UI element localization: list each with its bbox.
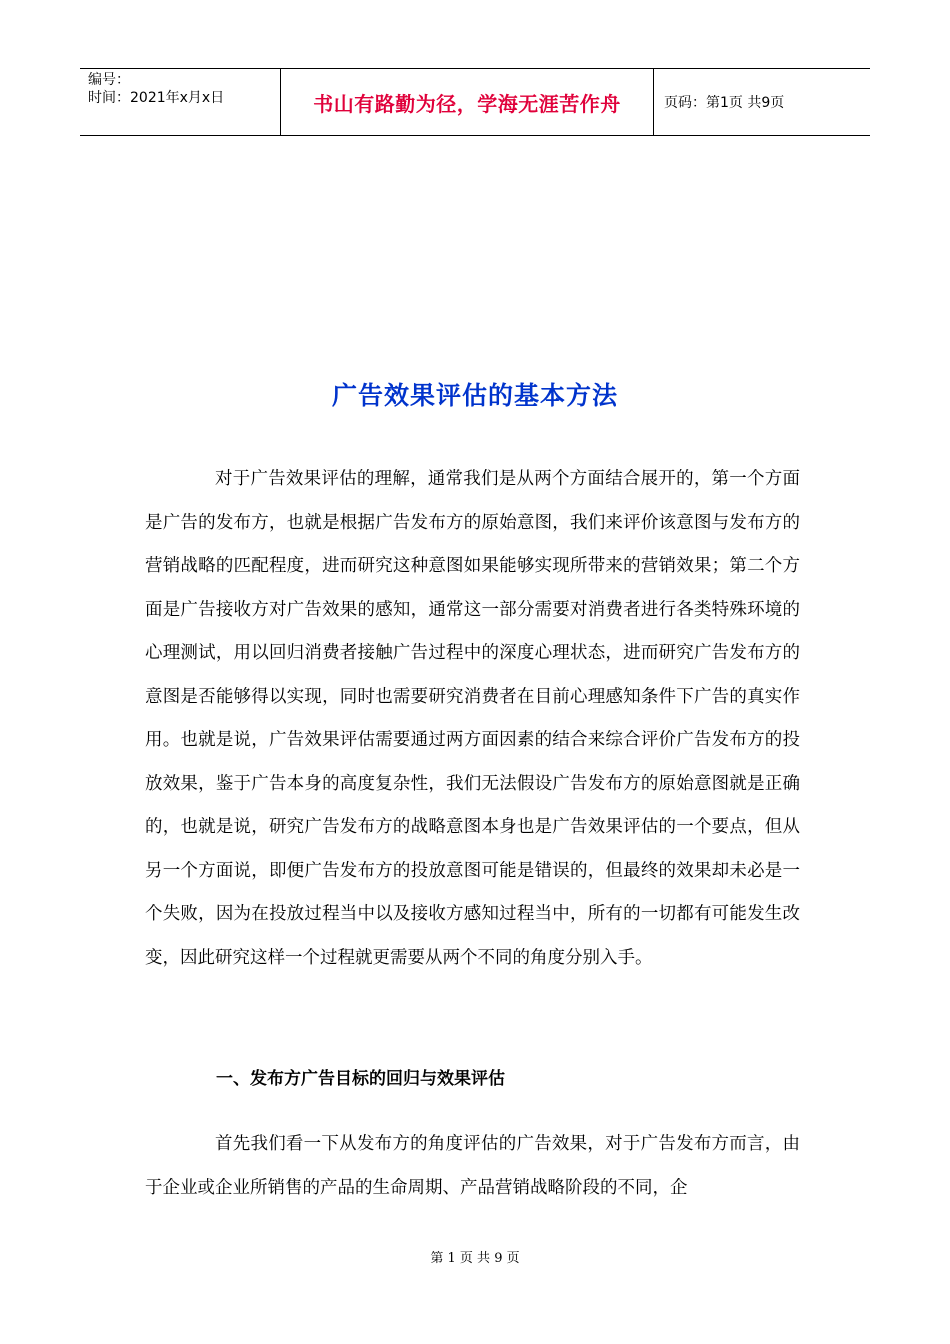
- page-header: [80, 68, 870, 136]
- header-page-info: 页码：第1页 共9页: [664, 95, 785, 111]
- time-label: 时间：2021年x月x日: [88, 90, 225, 106]
- header-meta-cell: [80, 69, 281, 135]
- section-heading-1: 一、发布方广告目标的回归与效果评估: [216, 1069, 505, 1089]
- document-title: 广告效果评估的基本方法: [331, 381, 618, 410]
- header-motto: 书山有路勤为径，学海无涯苦作舟: [281, 69, 654, 135]
- number-label: 编号：: [88, 72, 130, 88]
- body-paragraph-1: 对于广告效果评估的理解，通常我们是从两个方面结合展开的，第一个方面是广告的发布方，也就是根据广告发布方的原始意图，我们来评价该意图与发布方的营销战略的匹配程度，进而研究这种意图如果能够实现所带来的营销效果；第二个方面是广告接收方对广告效果的感知，通常这一部分需要对消费者进行各类特殊环境的心理测试，用以回归消费者接触广告过程中的深度心理状态，进而研究广告发布方的意图是否能够得以实现，同时也需要研究消费者在目前心理感知条件下广告的真实作用。也就是说，广告效果评估需要通过两方面因素的结合来综合评价广告发布方的投放效果，鉴于广告本身的高度复杂性，我们无法假设广告发布方的原始意图就是正确的，也就是说，研究广告发布方的战略意图本身也是广告效果评估的一个要点，但从另一个方面说，即便广告发布方的投放意图可能是错误的，但最终的效果却未必是一个失败，因为在投放过程当中以及接收方感知过程当中，所有的一切都有可能发生改变，因此研究这样一个过程就更需要从两个不同的角度分别入手。: [145, 469, 800, 968]
- page-footer: 第 1 页 共 9 页: [430, 1251, 520, 1266]
- body-paragraph-2: 首先我们看一下从发布方的角度评估的广告效果，对于广告发布方而言，由于企业或企业所销售的产品的生命周期、产品营销战略阶段的不同，企: [145, 1134, 800, 1198]
